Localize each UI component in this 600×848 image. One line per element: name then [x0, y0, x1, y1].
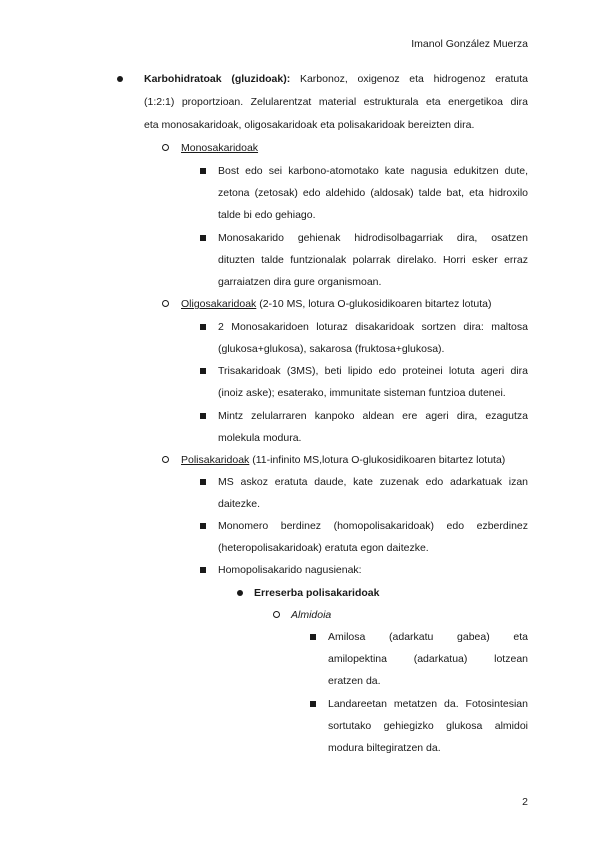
- bullet-square-icon: [200, 406, 206, 428]
- almidoia-item-2-line-1: Landareetan metatzen da. Fotosintesian: [328, 698, 528, 710]
- page-number: 2: [522, 796, 528, 808]
- mono-item-1-line-1: Bost edo sei karbono-atomotako kate nagusia edukitzen dute,: [218, 165, 528, 177]
- page-header-author: Imanol González Muerza: [411, 38, 528, 50]
- carbo-line-3: eta monosakaridoak, oligosakaridoak eta polisakaridoak bereizten dira.: [144, 119, 475, 131]
- mono-item-1-line-2: zetona (zetosak) edo aldehido (aldosak) talde bat, eta hidroxilo: [218, 187, 528, 199]
- bullet-disc-icon: [117, 69, 123, 91]
- bullet-circle-icon: [273, 605, 280, 627]
- bullet-square-icon: [200, 472, 206, 494]
- mono-heading: Monosakaridoak: [181, 142, 259, 154]
- oligo-item-2-line-1: Trisakaridoak (3MS), beti lipido edo proteinei lotuta ageri dira: [218, 365, 528, 377]
- bullet-square-icon: [200, 560, 206, 582]
- oligo-item-3-line-1: Mintz zelularraren kanpoko aldean ere ageri dira, ezagutza: [218, 410, 528, 422]
- oligo-item-1-line-2: (glukosa+glukosa), sakarosa (fruktosa+glukosa).: [218, 343, 445, 355]
- erreserba-heading: Erreserba polisakaridoak: [254, 587, 380, 599]
- poli-item-1-line-1: MS askoz eratuta daude, kate zuzenak edo adarkatuak izan: [218, 476, 528, 488]
- bullet-disc-icon: [237, 583, 243, 605]
- bullet-square-icon: [200, 516, 206, 538]
- bullet-circle-icon: [162, 138, 169, 160]
- mono-item-2-line-1: Monosakarido gehienak hidrodisolbagarriak dira, osatzen: [218, 232, 528, 244]
- oligo-heading: Oligosakaridoak (2-10 MS, lotura O-glukosidikoaren bitartez lotuta): [181, 298, 492, 310]
- almidoia-item-2-line-2: sortutako gehiegizko glukosa almidoi: [328, 720, 528, 732]
- poli-item-1-line-2: daitezke.: [218, 498, 261, 510]
- bullet-square-icon: [200, 228, 206, 250]
- mono-item-1-line-3: talde bi edo gehiago.: [218, 209, 316, 221]
- bullet-square-icon: [200, 361, 206, 383]
- poli-item-3-line-1: Homopolisakarido nagusienak:: [218, 564, 362, 576]
- mono-item-2-line-2: dituzten talde funtzionalak polarrak direlako. Horri esker erraz: [218, 254, 528, 266]
- carbo-title: Karbohidratoak (gluzidoak):: [144, 73, 291, 85]
- bullet-square-icon: [200, 317, 206, 339]
- bullet-square-icon: [310, 627, 316, 649]
- poli-heading: Polisakaridoak (11-infinito MS,lotura O-glukosidikoaren bitartez lotuta): [181, 454, 506, 466]
- almidoia-item-1-line-2: amilopektina (adarkatua) lotzean: [328, 653, 528, 665]
- oligo-item-3-line-2: molekula modura.: [218, 432, 302, 444]
- almidoia-item-1-line-1: Amilosa (adarkatu gabea) eta: [328, 631, 528, 643]
- mono-item-2-line-3: garraiatzen dira gure organismoan.: [218, 276, 382, 288]
- almidoia-heading: Almidoia: [291, 609, 332, 621]
- poli-item-2-line-2: (heteropolisakaridoak) eratuta egon daitezke.: [218, 542, 429, 554]
- bullet-circle-icon: [162, 450, 169, 472]
- oligo-item-1-line-1: 2 Monosakaridoen loturaz disakaridoak sortzen dira: maltosa: [218, 321, 528, 333]
- almidoia-item-2-line-3: modura biltegiratzen da.: [328, 742, 441, 754]
- bullet-circle-icon: [162, 294, 169, 316]
- almidoia-item-1-line-3: eratzen da.: [328, 675, 381, 687]
- bullet-square-icon: [200, 161, 206, 183]
- oligo-item-2-line-2: (inoiz aske); esaterako, immunitate sisteman funtzioa dutenei.: [218, 387, 506, 399]
- carbo-line-1: Karbohidratoak (gluzidoak): Karbonoz, oxigenoz eta hidrogenoz eratuta: [144, 73, 528, 85]
- bullet-square-icon: [310, 694, 316, 716]
- poli-item-2-line-1: Monomero berdinez (homopolisakaridoak) edo ezberdinez: [218, 520, 528, 532]
- carbo-line-2: (1:2:1) proportzioan. Zelularentzat material estrukturala eta energetikoa dira: [144, 96, 528, 108]
